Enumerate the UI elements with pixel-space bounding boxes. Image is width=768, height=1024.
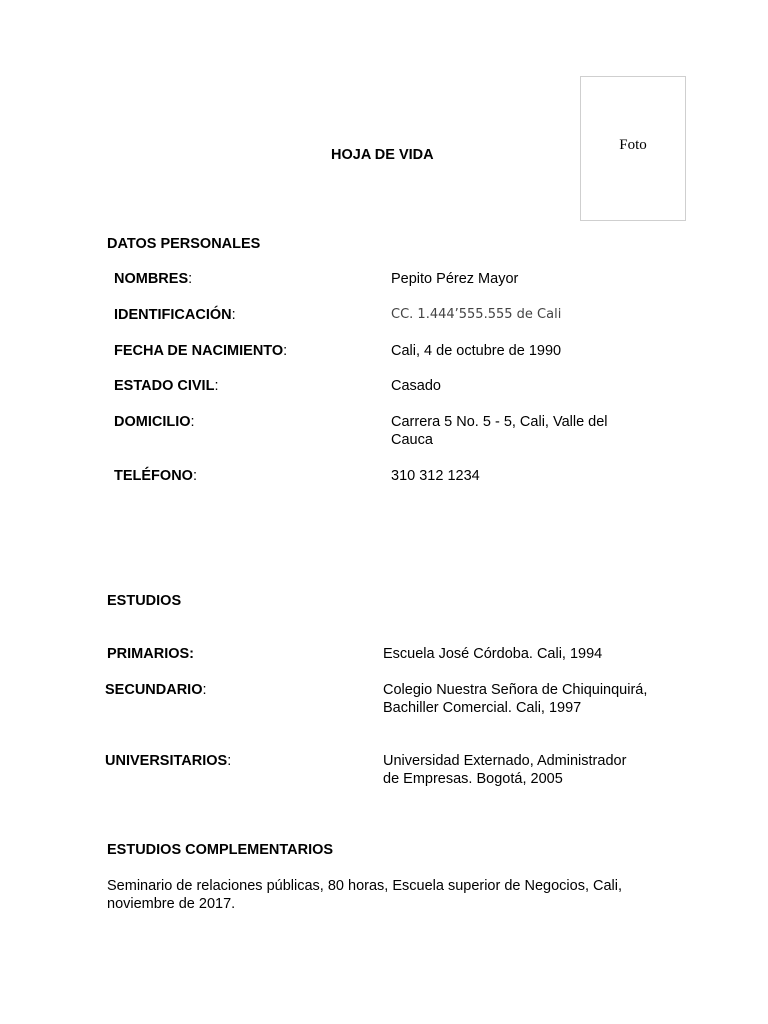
field-label-phone: TELÉFONO: [114,468,197,484]
field-label-birthdate: FECHA DE NACIMIENTO: [114,343,288,359]
field-label-address: DOMICILIO: [114,414,195,430]
document-title: HOJA DE VIDA [331,147,434,163]
study-label-university: UNIVERSITARIOS: [105,753,232,769]
personal-data-heading: DATOS PERSONALES [107,236,261,252]
study-value-primary: Escuela José Córdoba. Cali, 1994 [383,646,603,662]
study-label-secondary: SECUNDARIO: [105,682,207,698]
study-value-secondary: Colegio Nuestra Señora de Chiquinquirá, Bachiller Comercial. Cali, 1997 [383,682,648,716]
field-value-marital-status: Casado [391,378,441,394]
photo-label: Foto [619,137,647,153]
field-value-address: Carrera 5 No. 5 - 5, Cali, Valle del Cauca [391,414,608,448]
studies-heading: ESTUDIOS [107,593,182,609]
field-label-names: NOMBRES: [114,271,193,287]
field-value-birthdate: Cali, 4 de octubre de 1990 [391,343,562,359]
field-label-identification: IDENTIFICACIÓN: [114,307,236,323]
study-value-university: Universidad Externado, Administrador de Empresas. Bogotá, 2005 [383,753,627,787]
field-value-identification: CC. 1.444’555.555 de Cali [391,307,562,322]
complementary-studies-heading: ESTUDIOS COMPLEMENTARIOS [107,842,334,858]
field-value-names: Pepito Pérez Mayor [391,271,519,287]
study-label-primary: PRIMARIOS: [107,646,194,662]
field-label-marital-status: ESTADO CIVIL: [114,378,219,394]
complementary-studies-text: Seminario de relaciones públicas, 80 horas, Escuela superior de Negocios, Cali, noviembre de 2017. [107,878,623,912]
field-value-phone: 310 312 1234 [391,468,480,484]
